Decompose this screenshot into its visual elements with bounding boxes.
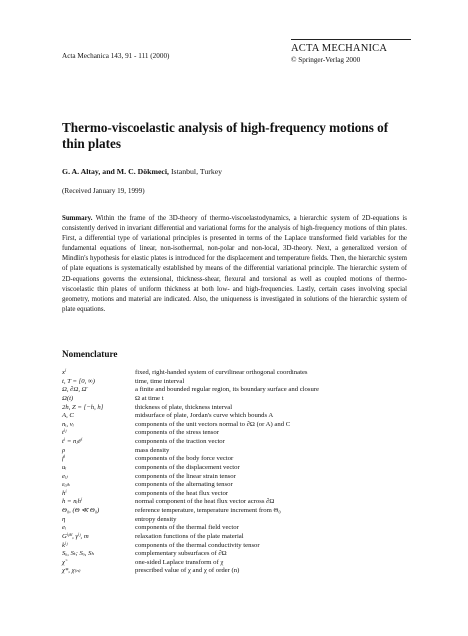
nomenclature-table [62, 369, 412, 576]
nomenclature-definition: components of the linear strain tensor [135, 472, 236, 480]
nomenclature-symbol: 2h, Z = [−h, h] [62, 403, 104, 411]
nomenclature-row [62, 490, 412, 499]
nomenclature-symbol: χ*, χ₍ₙ₎ [62, 567, 81, 575]
nomenclature-row [62, 507, 412, 516]
nomenclature-symbol: eᵢ [62, 524, 67, 532]
nomenclature-symbol: eᵢⱼ [62, 472, 68, 480]
nomenclature-row [62, 498, 412, 507]
nomenclature-definition: components of the body force vector [135, 455, 234, 463]
nomenclature-row [62, 386, 412, 395]
nomenclature-symbol: Θ₀, (Θ ≪ Θ₀) [62, 507, 100, 514]
nomenclature-definition: mass density [135, 446, 170, 454]
nomenclature-row [62, 559, 412, 568]
nomenclature-definition: prescribed value of χ and χ of order (n) [135, 567, 240, 575]
nomenclature-row [62, 533, 412, 542]
nomenclature-definition: components of the traction vector [135, 438, 225, 445]
nomenclature-definition: components of the displacement vector [135, 463, 240, 471]
nomenclature-symbol: h = nᵢhⁱ [62, 498, 83, 506]
nomenclature-row [62, 412, 412, 421]
nomenclature-symbol: Sᵤ, Sₜ; Sₒ, Sₕ [62, 550, 95, 558]
paper-title: Thermo-viscoelastic analysis of high-frequency motions of thin plates [62, 120, 389, 151]
nomenclature-row [62, 550, 412, 559]
nomenclature-definition: normal component of the heat flux vector across ∂Ω [135, 498, 275, 506]
journal-name: ACTA MECHANICA [291, 43, 388, 54]
nomenclature-row [62, 369, 412, 378]
nomenclature-symbol: χ̃ [62, 558, 65, 566]
nomenclature-row [62, 481, 412, 490]
nomenclature-row [62, 404, 412, 413]
nomenclature-symbol: ρ [62, 446, 66, 454]
nomenclature-symbol: xⁱ [62, 369, 67, 376]
nomenclature-row [62, 473, 412, 482]
nomenclature-row [62, 378, 412, 387]
nomenclature-definition: relaxation functions of the plate material [135, 532, 244, 540]
nomenclature-symbol: nᵢ, νᵢ [62, 420, 74, 428]
nomenclature-definition: components of the stress tensor [135, 429, 219, 437]
nomenclature-definition: components of the thermal conductivity tensor [135, 541, 260, 549]
nomenclature-definition: components of the alternating tensor [135, 481, 233, 489]
nomenclature-row [62, 421, 412, 430]
nomenclature-symbol: εᵢⱼₖ [62, 481, 70, 489]
nomenclature-symbol: t, T = [0, ∞) [62, 377, 95, 385]
nomenclature-definition: a finite and bounded regular region, its boundary surface and closure [135, 386, 320, 394]
nomenclature-definition: time, time interval [135, 377, 185, 385]
nomenclature-definition: components of the thermal field vector [135, 524, 239, 532]
nomenclature-row [62, 455, 412, 464]
abstract-label: Summary. [62, 215, 93, 222]
nomenclature-definition: fixed, right-handed system of curvilinear orthogonal coordinates [135, 369, 308, 376]
nomenclature-definition: thickness of plate, thickness interval [135, 403, 233, 411]
nomenclature-symbol: tⁱʲ [62, 429, 67, 437]
nomenclature-heading: Nomenclature [62, 349, 118, 359]
nomenclature-row [62, 567, 412, 576]
nomenclature-definition: Ω at time t [135, 394, 164, 402]
nomenclature-row [62, 516, 412, 525]
nomenclature-row [62, 429, 412, 438]
nomenclature-definition: midsurface of plate, Jordan's curve which bounds A [135, 412, 274, 420]
journal-block [291, 39, 411, 65]
nomenclature-definition: one-sided Laplace transform of χ [135, 558, 224, 566]
nomenclature-definition: components of the unit vectors normal to ∂Ω (or A) and C [135, 420, 291, 428]
nomenclature-symbol: uᵢ [62, 463, 67, 471]
nomenclature-row [62, 542, 412, 551]
author-line [62, 167, 222, 176]
nomenclature-definition: complementary subsurfaces of ∂Ω [135, 550, 227, 558]
nomenclature-symbol: Ω, ∂Ω, Ω̄ [62, 386, 87, 394]
nomenclature-row [62, 447, 412, 456]
nomenclature-row [62, 395, 412, 404]
authors: G. A. Altay, and M. C. Dökmeci, [62, 167, 169, 176]
nomenclature-definition: reference temperature, temperature increment from Θ₀ [135, 507, 281, 514]
copyright: © Springer-Verlag 2000 [291, 56, 361, 64]
nomenclature-symbol: Ω(t) [62, 394, 74, 402]
nomenclature-row [62, 524, 412, 533]
location: Istanbul, Turkey [170, 167, 223, 176]
nomenclature-symbol: tⁱ = nⱼtʲⁱ [62, 438, 83, 445]
nomenclature-definition: entropy density [135, 515, 177, 523]
nomenclature-row [62, 464, 412, 473]
nomenclature-symbol: fⁱ [62, 455, 66, 463]
header-rule [291, 39, 411, 40]
received-date: (Received January 19, 1999) [62, 187, 145, 195]
citation: Acta Mechanica 143, 91 - 111 (2000) [62, 52, 170, 60]
abstract-text: Within the frame of the 3D-theory of thermo-viscoelastodynamics, a hierarchic system of 2D-equations is consistently derived in invariant differential and variational forms for the analysis of high-frequency motions of thin plates. First, a differential type of variational principles is presented in terms of the Laplace transformed field variables for the fundamental equations of linear, non-isothermal, non-polar and non-local, 3D-theory. Next, a generalized version of Mindlin's hypothesis for elastic plates is introduced for the displacement and temperature fields. Then, the hierarchic system of plate equations is systematically established by means of the differential variational principle. The hierarchic system of 2D-equations governs the extensional, thickness-shear, flexural and torsional as well as coupled motions of thermo-viscoelastic thin plates of uniform thickness at both low- and high-frequencies. Lastly, certain cases involving special geometry, motions and material are indicated. Also, the uniqueness is investigated in solutions of the hierarchic system of plate equations. [62, 215, 407, 313]
nomenclature-symbol: kⁱʲ [62, 541, 68, 549]
nomenclature-symbol: hⁱ [62, 489, 67, 497]
nomenclature-symbol: Gⁱʲᵏˡ, γⁱʲ, m [62, 532, 89, 540]
nomenclature-symbol: η [62, 515, 66, 523]
nomenclature-definition: components of the heat flux vector [135, 489, 229, 497]
nomenclature-symbol: A, C [62, 412, 74, 420]
nomenclature-row [62, 438, 412, 447]
abstract [62, 214, 407, 315]
